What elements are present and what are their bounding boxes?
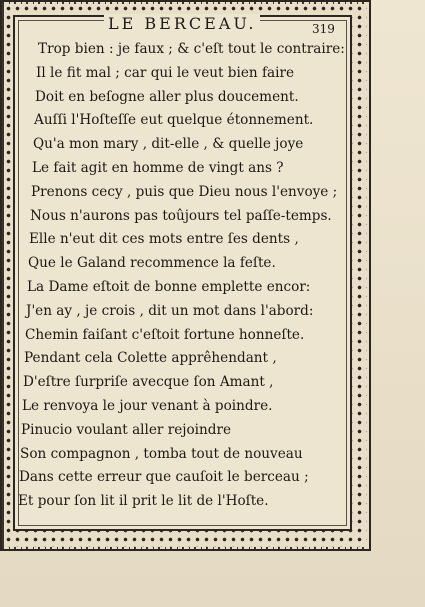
- verse-line: Et pour ſon lit il prit le lit de l'Hoſte.: [18, 493, 269, 510]
- verse-line: Nous n'aurons pas toûjours tel paſſe-temps.: [30, 207, 332, 224]
- verse-line: Le fait agit en homme de vingt ans ?: [32, 159, 284, 176]
- verse-line: Chemin faiſant c'eſtoit fortune honneſte.: [25, 326, 305, 343]
- verse-line: Doit en beſogne aller plus doucement.: [35, 88, 299, 105]
- verse-line: Pendant cela Colette apprêhendant ,: [24, 350, 277, 367]
- verse-line: Elle n'eut dit ces mots entre ſes dents ,: [29, 231, 299, 248]
- verse-line: Pinucio voulant aller rejoindre: [21, 421, 232, 438]
- page-number: 319: [312, 22, 335, 36]
- verse-line: La Dame eſtoit de bonne emplette encor:: [27, 278, 311, 295]
- verse-line: Auſſi l'Hoſteſſe eut quelque étonnement.: [34, 112, 314, 129]
- verse-line: Le renvoya le jour venant à poindre.: [22, 397, 273, 414]
- verse-text: [0, 38, 345, 514]
- verse-line: Il le fit mal ; car qui le veut bien faire: [36, 64, 295, 81]
- verse-line: Qu'a mon mary , dit-elle , & quelle joye: [33, 136, 304, 153]
- verse-line: Trop bien : je faux ; & c'eſt tout le contraire:: [38, 41, 345, 57]
- verse-line: Prenons cecy , puis que Dieu nous l'envoye ;: [31, 183, 338, 200]
- page-header: [0, 0, 371, 40]
- verse-line: J'en ay , je crois , dit un mot dans l'abord:: [26, 302, 314, 319]
- verse-line: D'eſtre ſurpriſe avecque ſon Amant ,: [23, 374, 274, 391]
- verse-line: Son compagnon , tomba tout de nouveau: [20, 445, 303, 462]
- running-title: LE BERCEAU.: [104, 14, 260, 33]
- verse-line: Dans cette erreur que cauſoit le berceau ;: [19, 469, 309, 486]
- verse-line: Que le Galand recommence la feſte.: [28, 255, 276, 272]
